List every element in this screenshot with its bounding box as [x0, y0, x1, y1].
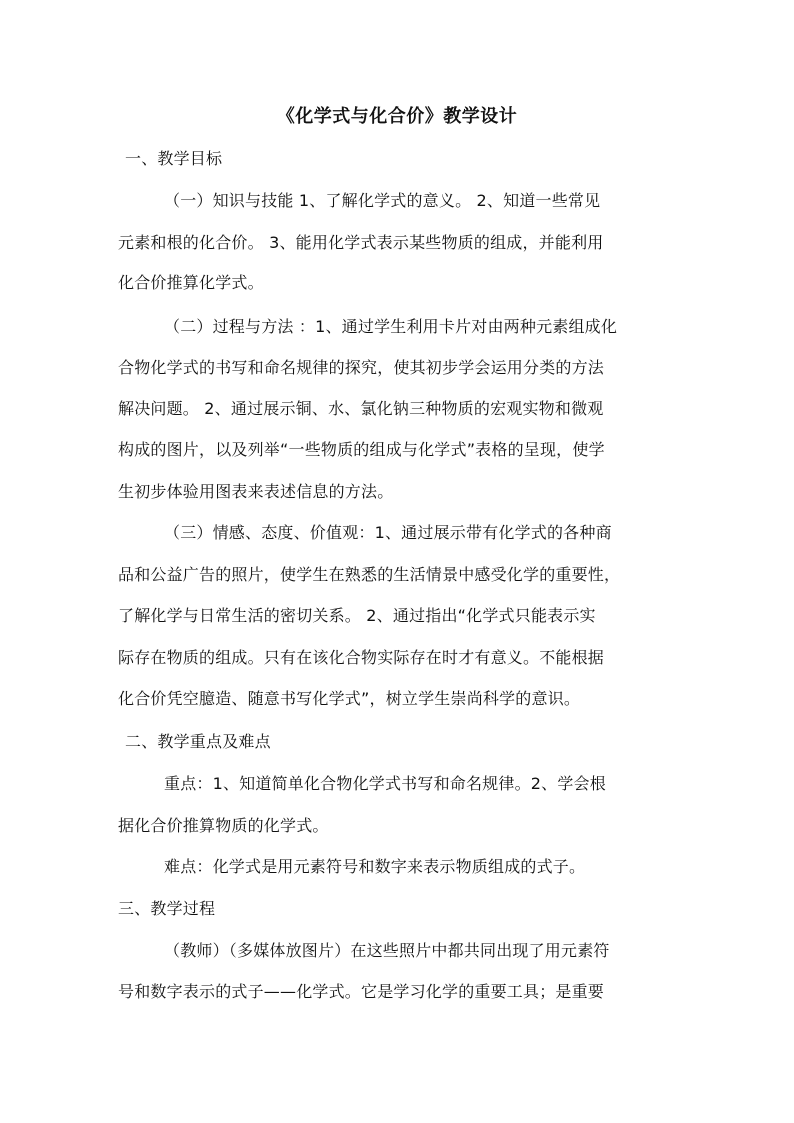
- objective-knowledge-line-3: 化合价推算化学式。: [118, 273, 264, 292]
- objective-knowledge-line-2: 元素和根的化合价。 3、能用化学式表示某些物质的组成，并能利用: [118, 233, 604, 252]
- objective-process-line-4: 构成的图片，以及列举“一些物质的组成与化学式”表格的呈现，使学: [118, 440, 605, 459]
- process-line-1: （教师）（多媒体放图片）在这些照片中都共同出现了用元素符: [164, 941, 610, 960]
- objective-process-line-3: 解决问题。 2、通过展示铜、水、氯化钠三种物质的宏观实物和微观: [118, 399, 604, 418]
- objective-attitude-line-5: 化合价凭空臆造、随意书写化学式”，树立学生崇尚科学的意识。: [118, 689, 581, 708]
- objective-attitude-line-4: 际存在物质的组成。只有在该化合物实际存在时才有意义。不能根据: [118, 648, 605, 667]
- process-line-2: 号和数字表示的式子——化学式。它是学习化学的重要工具；是重要: [118, 982, 605, 1001]
- objective-attitude-line-2: 品和公益广告的照片，使学生在熟悉的生活情景中感受化学的重要性，: [118, 565, 621, 584]
- section-heading-objectives: 一、教学目标: [125, 149, 223, 168]
- objective-attitude-line-1: （三）情感、态度、价值观：1、通过展示带有化学式的各种商: [164, 523, 612, 542]
- section-heading-process: 三、教学过程: [118, 899, 216, 918]
- key-points-line-1: 重点：1、知道简单化合物化学式书写和命名规律。2、学会根: [164, 774, 606, 793]
- document-title: 《化学式与化合价》教学设计: [276, 106, 518, 127]
- objective-process-line-5: 生初步体验用图表来表述信息的方法。: [118, 482, 394, 501]
- objective-knowledge-line-1: （一）知识与技能 1、了解化学式的意义。 2、知道一些常见: [164, 191, 601, 210]
- objective-process-line-2: 合物化学式的书写和命名规律的探究，使其初步学会运用分类的方法: [118, 358, 605, 377]
- difficulty-line: 难点：化学式是用元素符号和数字来表示物质组成的式子。: [164, 857, 586, 876]
- section-heading-key-points: 二、教学重点及难点: [125, 732, 271, 751]
- objective-attitude-line-3: 了解化学与日常生活的密切关系。 2、通过指出“化学式只能表示实: [118, 606, 596, 625]
- key-points-line-2: 据化合价推算物质的化学式。: [118, 816, 329, 835]
- objective-process-line-1: （二）过程与方法 ：1、通过学生利用卡片对由两种元素组成化: [164, 317, 618, 336]
